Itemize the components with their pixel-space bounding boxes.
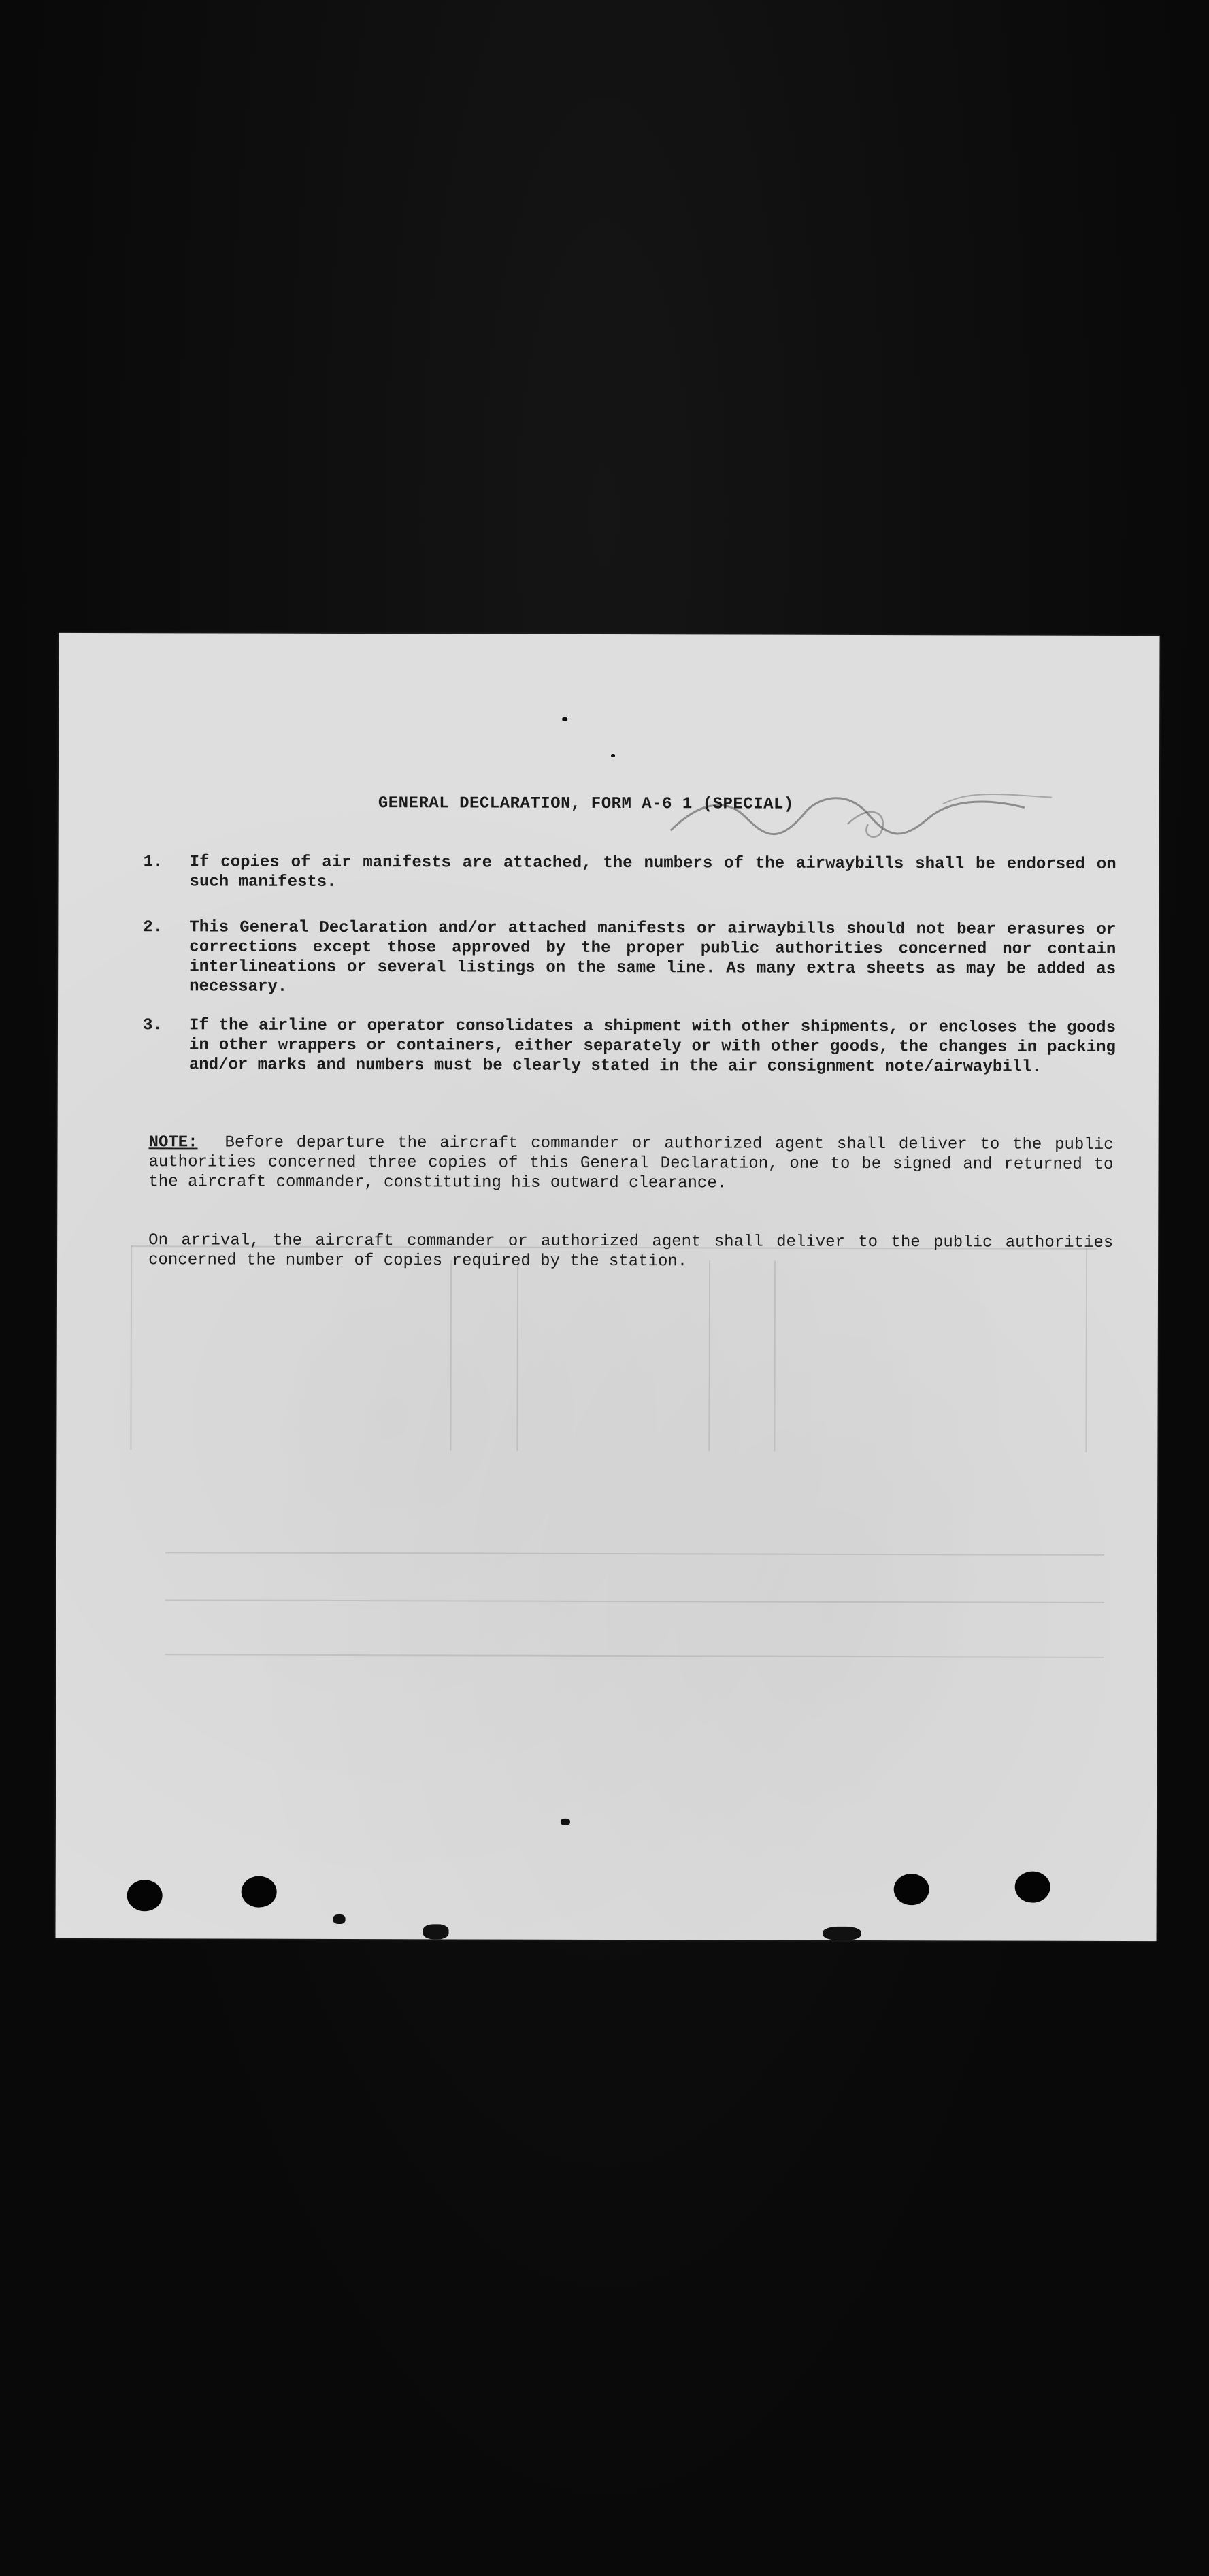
- bleed-through-line: [450, 1260, 452, 1450]
- instruction-item: [143, 1015, 1116, 1077]
- bleed-through-line: [774, 1261, 776, 1452]
- bleed-through-line: [165, 1599, 1104, 1603]
- ink-speck: [333, 1914, 346, 1924]
- arrival-paragraph: On arrival, the aircraft commander or authorized agent shall deliver to the public authorities concerned the number of copies required by the station.: [148, 1231, 1114, 1271]
- document-page: [55, 633, 1159, 1941]
- instruction-text: If copies of air manifests are attached, the numbers of the airwaybills shall be endorsed on such manifests.: [189, 853, 1116, 892]
- instruction-number: 1.: [143, 853, 163, 872]
- bleed-through-line: [516, 1260, 518, 1451]
- handwritten-scribble: [644, 776, 1079, 859]
- instruction-item: [144, 852, 1116, 894]
- punch-hole: [242, 1876, 277, 1908]
- ink-speck: [562, 717, 567, 721]
- bleed-through-line: [708, 1260, 710, 1451]
- note-label: NOTE:: [148, 1133, 198, 1152]
- bleed-through-line: [1085, 1248, 1087, 1452]
- punch-hole: [894, 1874, 929, 1905]
- instruction-text: If the airline or operator consolidates a shipment with other shipments, or encloses the goods in other wrappers or containers, either separately or with other goods, the changes in packing and/or marks and numbers must be clearly stated in the air consignment note/airwaybill.: [188, 1016, 1116, 1077]
- instruction-item: [143, 917, 1116, 999]
- punch-hole: [127, 1880, 163, 1911]
- instruction-number: 2.: [143, 918, 163, 937]
- document-title: GENERAL DECLARATION, FORM A-6 1 (SPECIAL): [378, 794, 794, 814]
- punch-hole: [1015, 1872, 1050, 1903]
- ink-speck: [561, 1819, 570, 1825]
- bleed-through-line: [130, 1245, 132, 1450]
- ink-speck: [823, 1927, 861, 1940]
- bleed-through-line: [165, 1552, 1104, 1556]
- instruction-text: This General Declaration and/or attached manifests or airwaybills should not bear erasures or corrections except those approved by the proper public authorities concerned nor contain interlineations or several listings on the same line. As many extra sheets as may be added as necessary.: [189, 918, 1116, 996]
- note-paragraph: [148, 1132, 1113, 1194]
- note-text: Before departure the aircraft commander or authorized agent shall deliver to the public authorities concerned three copies of this General Declaration, one to be signed and returned to the aircraft commander, constituting his outward clearance.: [148, 1133, 1114, 1193]
- instruction-number: 3.: [142, 1016, 163, 1035]
- ink-speck: [423, 1924, 448, 1939]
- ink-speck: [611, 754, 615, 757]
- bleed-through-line: [165, 1654, 1104, 1658]
